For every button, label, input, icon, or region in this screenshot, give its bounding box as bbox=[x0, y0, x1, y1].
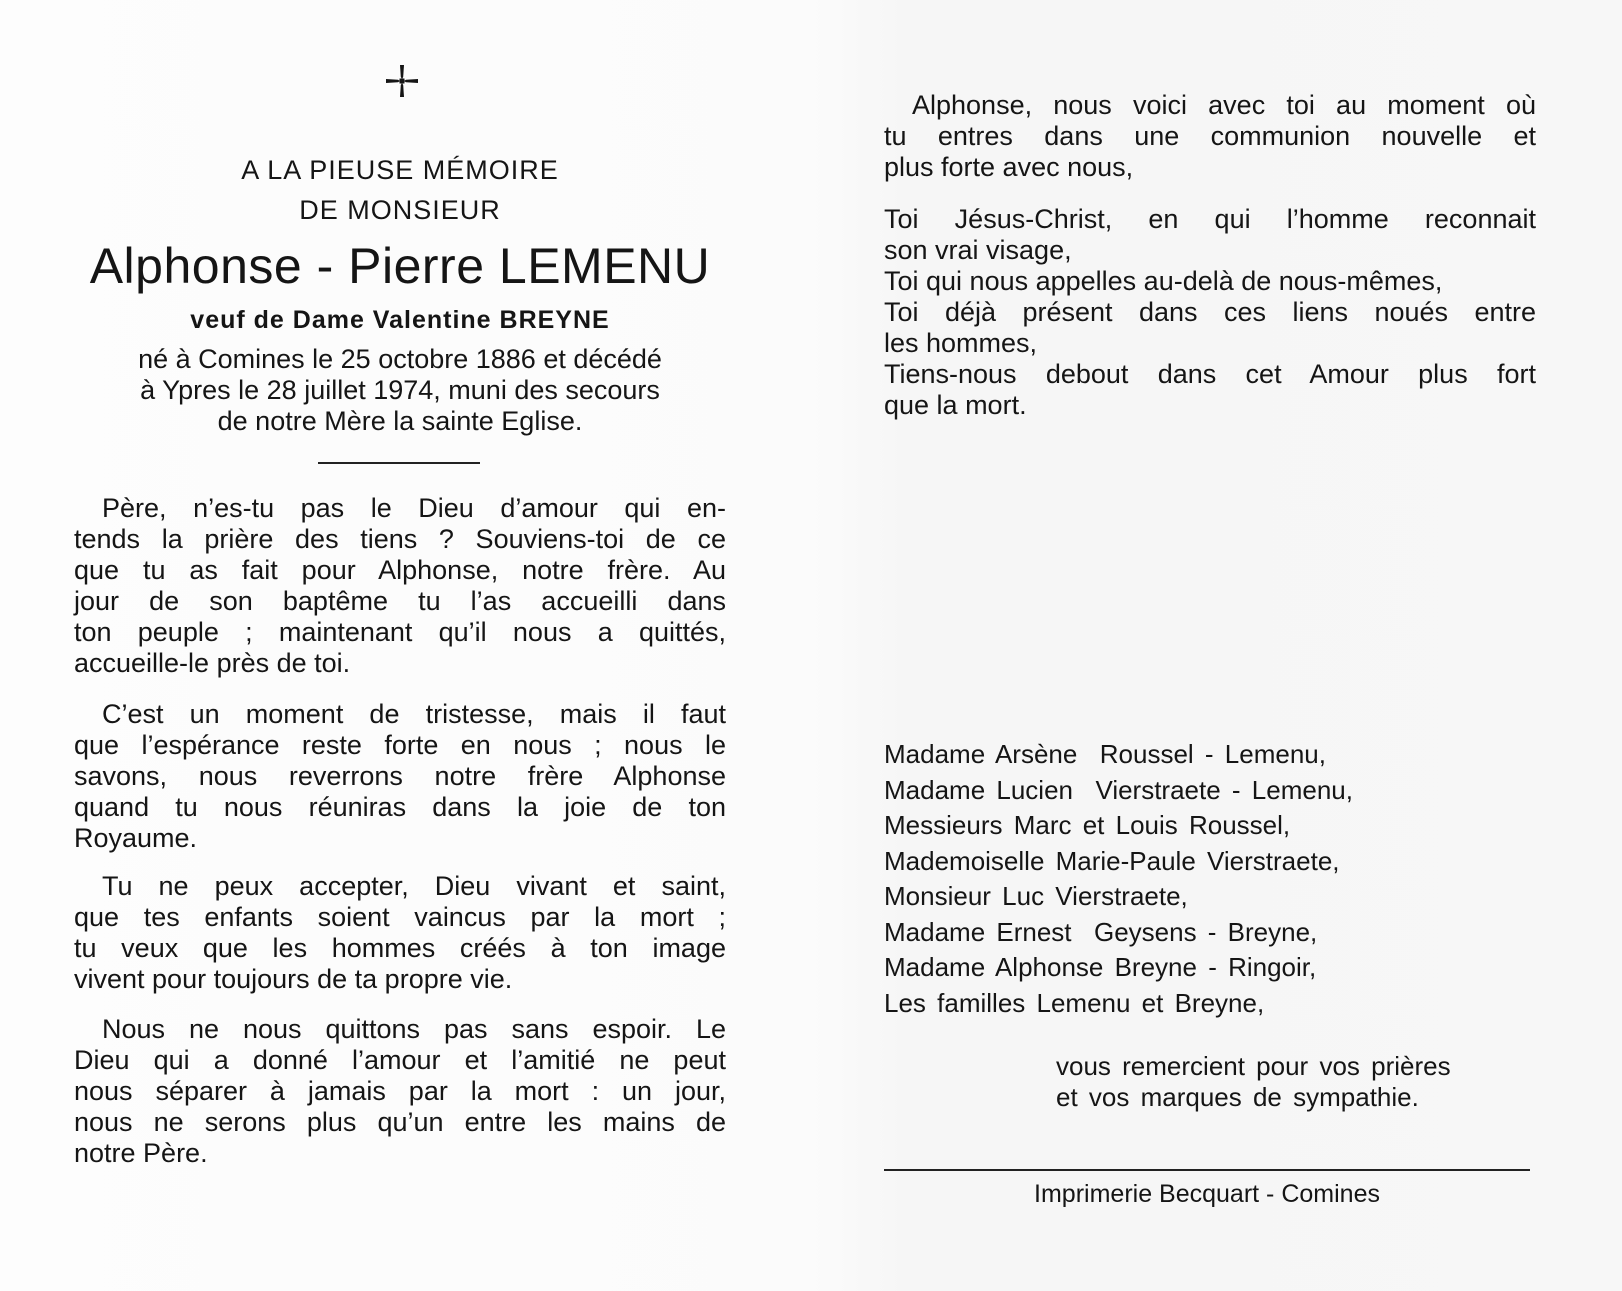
prayer-line: que l’espérance reste forte en nous ; nous le bbox=[74, 730, 726, 760]
prayer-line: son vrai visage, bbox=[884, 235, 1072, 265]
prayer-paragraph-3 bbox=[74, 871, 726, 995]
prayer-line: nous ne serons plus qu’un entre les mains de bbox=[74, 1107, 726, 1137]
prayer-line: Alphonse, nous voici avec toi au moment où bbox=[912, 90, 1536, 120]
family-member: Mademoiselle Marie-Paule Vierstraete, bbox=[884, 845, 1340, 876]
printer-divider bbox=[884, 1169, 1530, 1171]
printer-credit: Imprimerie Becquart - Comines bbox=[1034, 1180, 1380, 1208]
prayer-line: que la mort. bbox=[884, 390, 1027, 420]
prayer-line: que tu as fait pour Alphonse, notre frère. Au bbox=[74, 555, 726, 585]
prayer-line: jour de son baptême tu l’as accueilli dans bbox=[74, 586, 726, 616]
thanks-message bbox=[1056, 1051, 1536, 1113]
prayer-line: vivent pour toujours de ta propre vie. bbox=[74, 964, 513, 994]
birth-death-line: à Ypres le 28 juillet 1974, muni des secours bbox=[140, 375, 660, 405]
prayer-line: Père, n’es-tu pas le Dieu d’amour qui en- bbox=[102, 493, 726, 523]
prayer-line: Tiens-nous debout dans cet Amour plus fort bbox=[884, 359, 1536, 389]
prayer-line: tu veux que les hommes créés à ton image bbox=[74, 933, 726, 963]
prayer-paragraph-4 bbox=[74, 1014, 726, 1169]
prayer-line: C’est un moment de tristesse, mais il faut bbox=[102, 699, 726, 729]
birth-death-line: de notre Mère la sainte Eglise. bbox=[217, 406, 583, 436]
family-member: Messieurs Marc et Louis Roussel, bbox=[884, 810, 1291, 840]
prayer-line: notre Père. bbox=[74, 1138, 208, 1168]
cross-pattee-icon bbox=[385, 64, 419, 98]
prayer-line: les hommes, bbox=[884, 328, 1038, 358]
prayer-line: tu entres dans une communion nouvelle et bbox=[884, 121, 1536, 151]
family-list bbox=[884, 737, 1353, 1021]
family-member: Madame Alphonse Breyne - Ringoir, bbox=[884, 952, 1317, 982]
prayer-line: accueille-le près de toi. bbox=[74, 648, 351, 678]
memoire-heading bbox=[74, 150, 726, 230]
widow-line: veuf de Dame Valentine BREYNE bbox=[190, 306, 610, 334]
prayer-line: Toi déjà présent dans ces liens noués entre bbox=[884, 297, 1536, 327]
prayer-line: Dieu qui a donné l’amour et l’amitié ne peut bbox=[74, 1045, 726, 1075]
prayer-line: quand tu nous réuniras dans la joie de ton bbox=[74, 792, 726, 822]
prayer-line: tends la prière des tiens ? Souviens-toi de ce bbox=[74, 524, 726, 554]
family-member: Madame Lucien Vierstraete - Lemenu, bbox=[884, 774, 1353, 805]
prayer-paragraph-6 bbox=[884, 204, 1536, 421]
deceased-name: Alphonse - Pierre LEMENU bbox=[89, 238, 711, 294]
memoire-line: A LA PIEUSE MÉMOIRE bbox=[241, 155, 559, 185]
prayer-line: Royaume. bbox=[74, 823, 198, 853]
prayer-line: Toi qui nous appelles au-delà de nous-mêmes, bbox=[884, 266, 1443, 296]
birth-death-info bbox=[74, 344, 726, 437]
prayer-line: que tes enfants soient vaincus par la mort ; bbox=[74, 902, 726, 932]
family-member: Madame Ernest Geysens - Breyne, bbox=[884, 916, 1318, 947]
birth-death-line: né à Comines le 25 octobre 1886 et décédé bbox=[138, 344, 662, 374]
prayer-line: Tu ne peux accepter, Dieu vivant et saint, bbox=[102, 871, 726, 901]
prayer-paragraph-2 bbox=[74, 699, 726, 854]
family-member: Les familles Lemenu et Breyne, bbox=[884, 987, 1265, 1018]
prayer-line: Toi Jésus-Christ, en qui l’homme reconnait bbox=[884, 204, 1536, 234]
prayer-paragraph-5 bbox=[884, 90, 1536, 183]
header-divider bbox=[318, 462, 480, 464]
prayer-line: savons, nous reverrons notre frère Alphonse bbox=[74, 761, 726, 791]
thanks-line: et vos marques de sympathie. bbox=[1056, 1082, 1419, 1112]
prayer-paragraph-1 bbox=[74, 493, 726, 679]
thanks-line: vous remercient pour vos prières bbox=[1056, 1051, 1451, 1081]
family-member: Monsieur Luc Vierstraete, bbox=[884, 881, 1188, 911]
prayer-line: Nous ne nous quittons pas sans espoir. Le bbox=[102, 1014, 726, 1044]
prayer-line: nous séparer à jamais par la mort : un jour, bbox=[74, 1076, 726, 1106]
monsieur-line: DE MONSIEUR bbox=[299, 195, 501, 225]
family-member: Madame Arsène Roussel - Lemenu, bbox=[884, 739, 1326, 769]
prayer-line: plus forte avec nous, bbox=[884, 152, 1134, 182]
prayer-line: ton peuple ; maintenant qu’il nous a quittés, bbox=[74, 617, 726, 647]
